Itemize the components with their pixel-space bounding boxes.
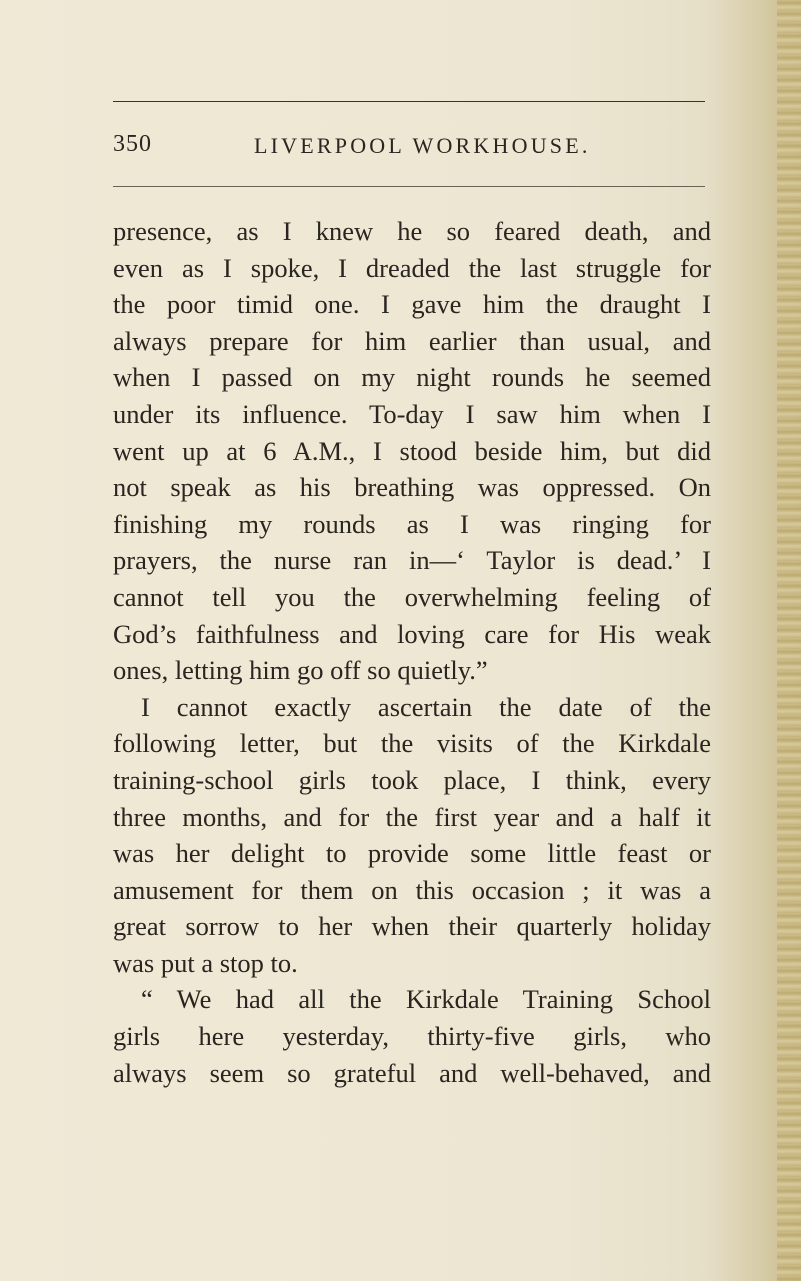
text-line: finishing my rounds as I was ringing for (113, 508, 711, 539)
text-line: amusement for them on this occasion ; it was a (113, 874, 711, 905)
text-line: three months, and for the first year and a half it (113, 801, 711, 832)
text-line: following letter, but the visits of the Kirkdale (113, 728, 711, 759)
text-line: “ We had all the Kirkdale Training School (141, 984, 711, 1015)
text-line: was her delight to provide some little feast or (113, 838, 711, 869)
text-line: the poor timid one. I gave him the draught I (113, 289, 711, 320)
text-line: was put a stop to. (113, 947, 298, 978)
body-text (113, 213, 711, 1091)
running-head: LIVERPOOL WORKHOUSE. (254, 133, 591, 158)
text-line: training-school girls took place, I think, every (113, 764, 711, 795)
text-line: even as I spoke, I dreaded the last struggle for (113, 252, 711, 283)
text-line: ones, letting him go off so quietly.” (113, 655, 488, 686)
text-line: when I passed on my night rounds he seemed (113, 362, 711, 393)
header-rule-top (113, 101, 705, 102)
text-line: great sorrow to her when their quarterly holiday (113, 911, 711, 942)
text-line: always seem so grateful and well-behaved, and (113, 1057, 711, 1088)
text-line: under its influence. To-day I saw him when I (113, 398, 711, 429)
header-rule-bottom (113, 186, 705, 187)
text-line: prayers, the nurse ran in—‘ Taylor is dead.’ I (113, 545, 711, 576)
text-line: God’s faithfulness and loving care for His weak (113, 618, 711, 649)
text-line: girls here yesterday, thirty-five girls, who (113, 1021, 711, 1052)
text-line: I cannot exactly ascertain the date of the (141, 691, 711, 722)
text-line: cannot tell you the overwhelming feeling of (113, 581, 711, 612)
text-line: went up at 6 A.M., I stood beside him, but did (113, 435, 711, 466)
text-line: always prepare for him earlier than usual, and (113, 325, 711, 356)
page-number: 350 (113, 131, 152, 157)
page-edge (777, 0, 801, 1281)
text-line: presence, as I knew he so feared death, and (113, 216, 711, 246)
text-line: not speak as his breathing was oppressed. On (113, 472, 711, 503)
